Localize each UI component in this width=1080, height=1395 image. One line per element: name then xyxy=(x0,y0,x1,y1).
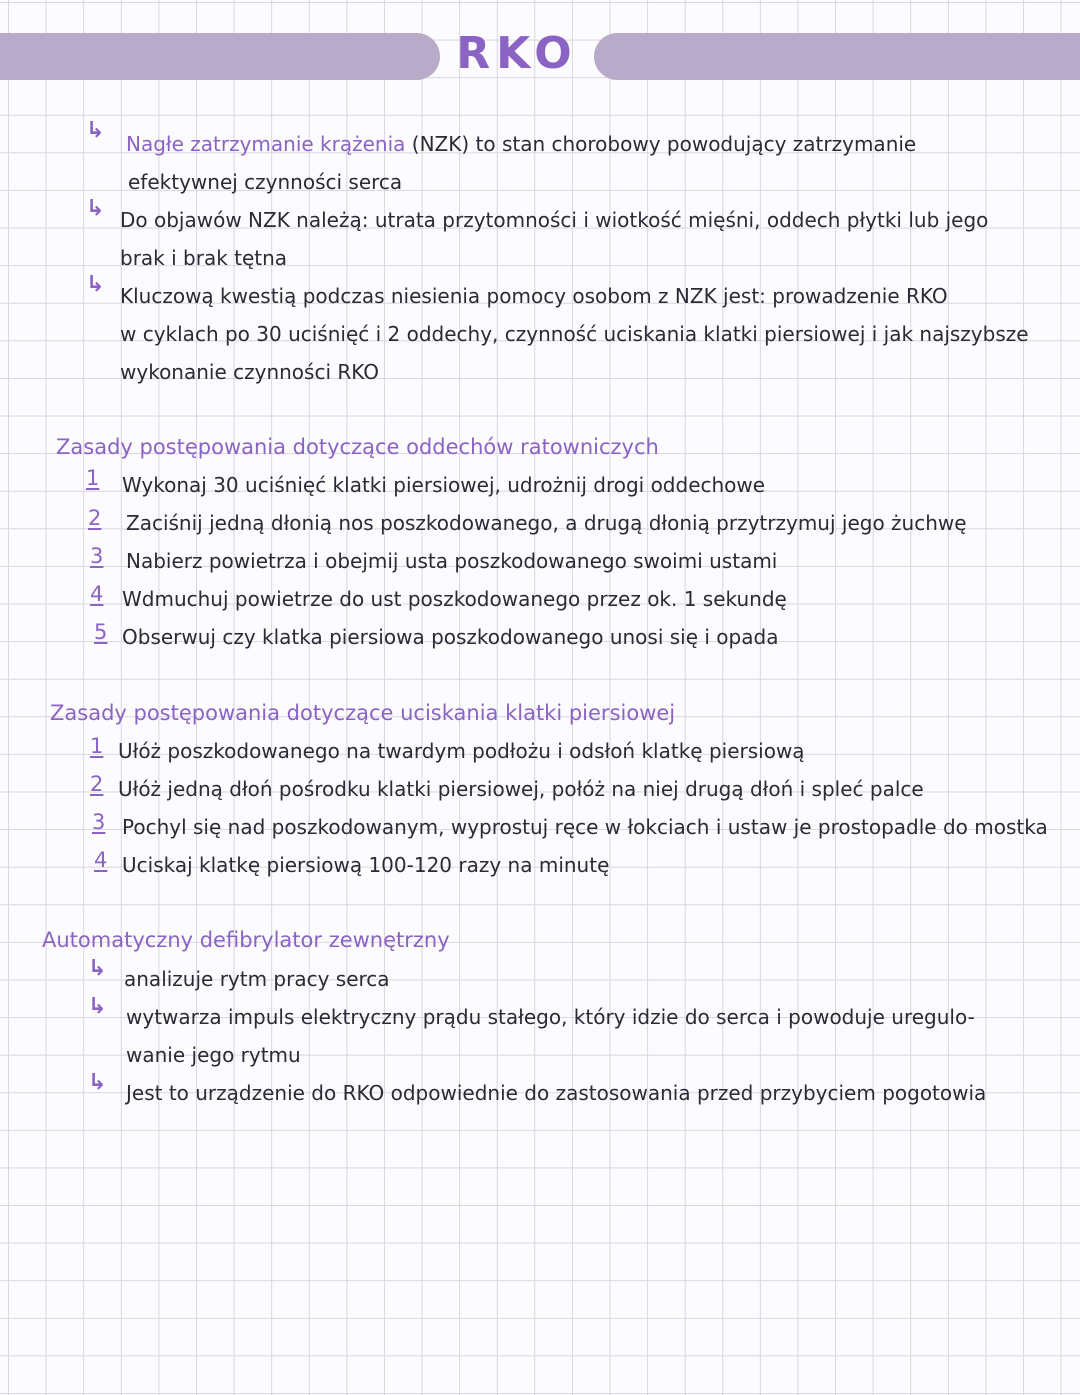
compression-heading: Zasady postępowania dotyczące uciskania klatki piersiowej xyxy=(50,701,676,725)
compression-step-1-number: 1 xyxy=(90,734,104,758)
breathing-step-5-number: 5 xyxy=(94,620,108,644)
intro-item-1-line-2: efektywnej czynności serca xyxy=(128,170,403,194)
arrow-right-turn-icon: ↳ xyxy=(86,272,105,297)
arrow-right-turn-icon: ↳ xyxy=(88,1070,107,1095)
breathing-step-3-number: 3 xyxy=(90,544,104,568)
compression-step-4-text: Uciskaj klatkę piersiową 100-120 razy na minutę xyxy=(122,853,610,877)
compression-step-1-text: Ułóż poszkodowanego na twardym podłożu i odsłoń klatkę piersiową xyxy=(118,739,805,763)
breathing-step-1-number: 1 xyxy=(86,466,100,490)
page-title: RKO xyxy=(456,28,578,79)
compression-step-2-text: Ułóż jedną dłoń pośrodku klatki piersiowej, połóż na niej drugą dłoń i spleć palce xyxy=(118,777,924,801)
intro-item-1-highlight: Nagłe zatrzymanie krążenia xyxy=(126,132,406,156)
breathing-step-2-text: Zaciśnij jedną dłonią nos poszkodowanego, a drugą dłonią przytrzymuj jego żuchwę xyxy=(126,511,967,535)
arrow-right-turn-icon: ↳ xyxy=(86,196,105,221)
aed-item-1: analizuje rytm pracy serca xyxy=(124,967,390,991)
compression-step-3-text: Pochyl się nad poszkodowanym, wyprostuj ręce w łokciach i ustaw je prostopadle do mostka xyxy=(122,815,1048,839)
intro-item-2-line-2: brak i brak tętna xyxy=(120,246,288,270)
breathing-step-3-text: Nabierz powietrza i obejmij usta poszkodowanego swoimi ustami xyxy=(126,549,778,573)
breathing-step-4-number: 4 xyxy=(90,582,104,606)
header-banner-right xyxy=(594,33,1080,80)
compression-step-4-number: 4 xyxy=(94,848,108,872)
intro-item-3-line-2: w cyklach po 30 uciśnięć i 2 oddechy, czynność uciskania klatki piersiowej i jak najszybsze xyxy=(120,322,1029,346)
breathing-heading: Zasady postępowania dotyczące oddechów ratowniczych xyxy=(56,435,659,459)
intro-item-2-line-1: Do objawów NZK należą: utrata przytomności i wiotkość mięśni, oddech płytki lub jego xyxy=(120,208,989,232)
intro-item-3-line-1: Kluczową kwestią podczas niesienia pomocy osobom z NZK jest: prowadzenie RKO xyxy=(120,284,948,308)
compression-step-2-number: 2 xyxy=(90,772,104,796)
breathing-step-5-text: Obserwuj czy klatka piersiowa poszkodowanego unosi się i opada xyxy=(122,625,779,649)
intro-item-3-line-3: wykonanie czynności RKO xyxy=(120,360,380,384)
breathing-step-4-text: Wdmuchuj powietrze do ust poszkodowanego przez ok. 1 sekundę xyxy=(122,587,787,611)
aed-item-2-line-2: wanie jego rytmu xyxy=(126,1043,301,1067)
compression-step-3-number: 3 xyxy=(92,810,106,834)
aed-heading: Automatyczny defibrylator zewnętrzny xyxy=(42,928,450,952)
header-banner-left xyxy=(0,33,440,80)
intro-item-1-line-1 xyxy=(126,132,916,156)
arrow-right-turn-icon: ↳ xyxy=(88,994,107,1019)
aed-item-3: Jest to urządzenie do RKO odpowiednie do zastosowania przed przybyciem pogotowia xyxy=(126,1081,987,1105)
arrow-right-turn-icon: ↳ xyxy=(88,956,107,981)
aed-item-2-line-1: wytwarza impuls elektryczny prądu stałego, który idzie do serca i powoduje uregulo- xyxy=(126,1005,975,1029)
breathing-step-1-text: Wykonaj 30 uciśnięć klatki piersiowej, udrożnij drogi oddechowe xyxy=(122,473,766,497)
breathing-step-2-number: 2 xyxy=(88,506,102,530)
arrow-right-turn-icon: ↳ xyxy=(86,118,105,143)
intro-item-1-rest: (NZK) to stan chorobowy powodujący zatrzymanie xyxy=(405,132,917,156)
